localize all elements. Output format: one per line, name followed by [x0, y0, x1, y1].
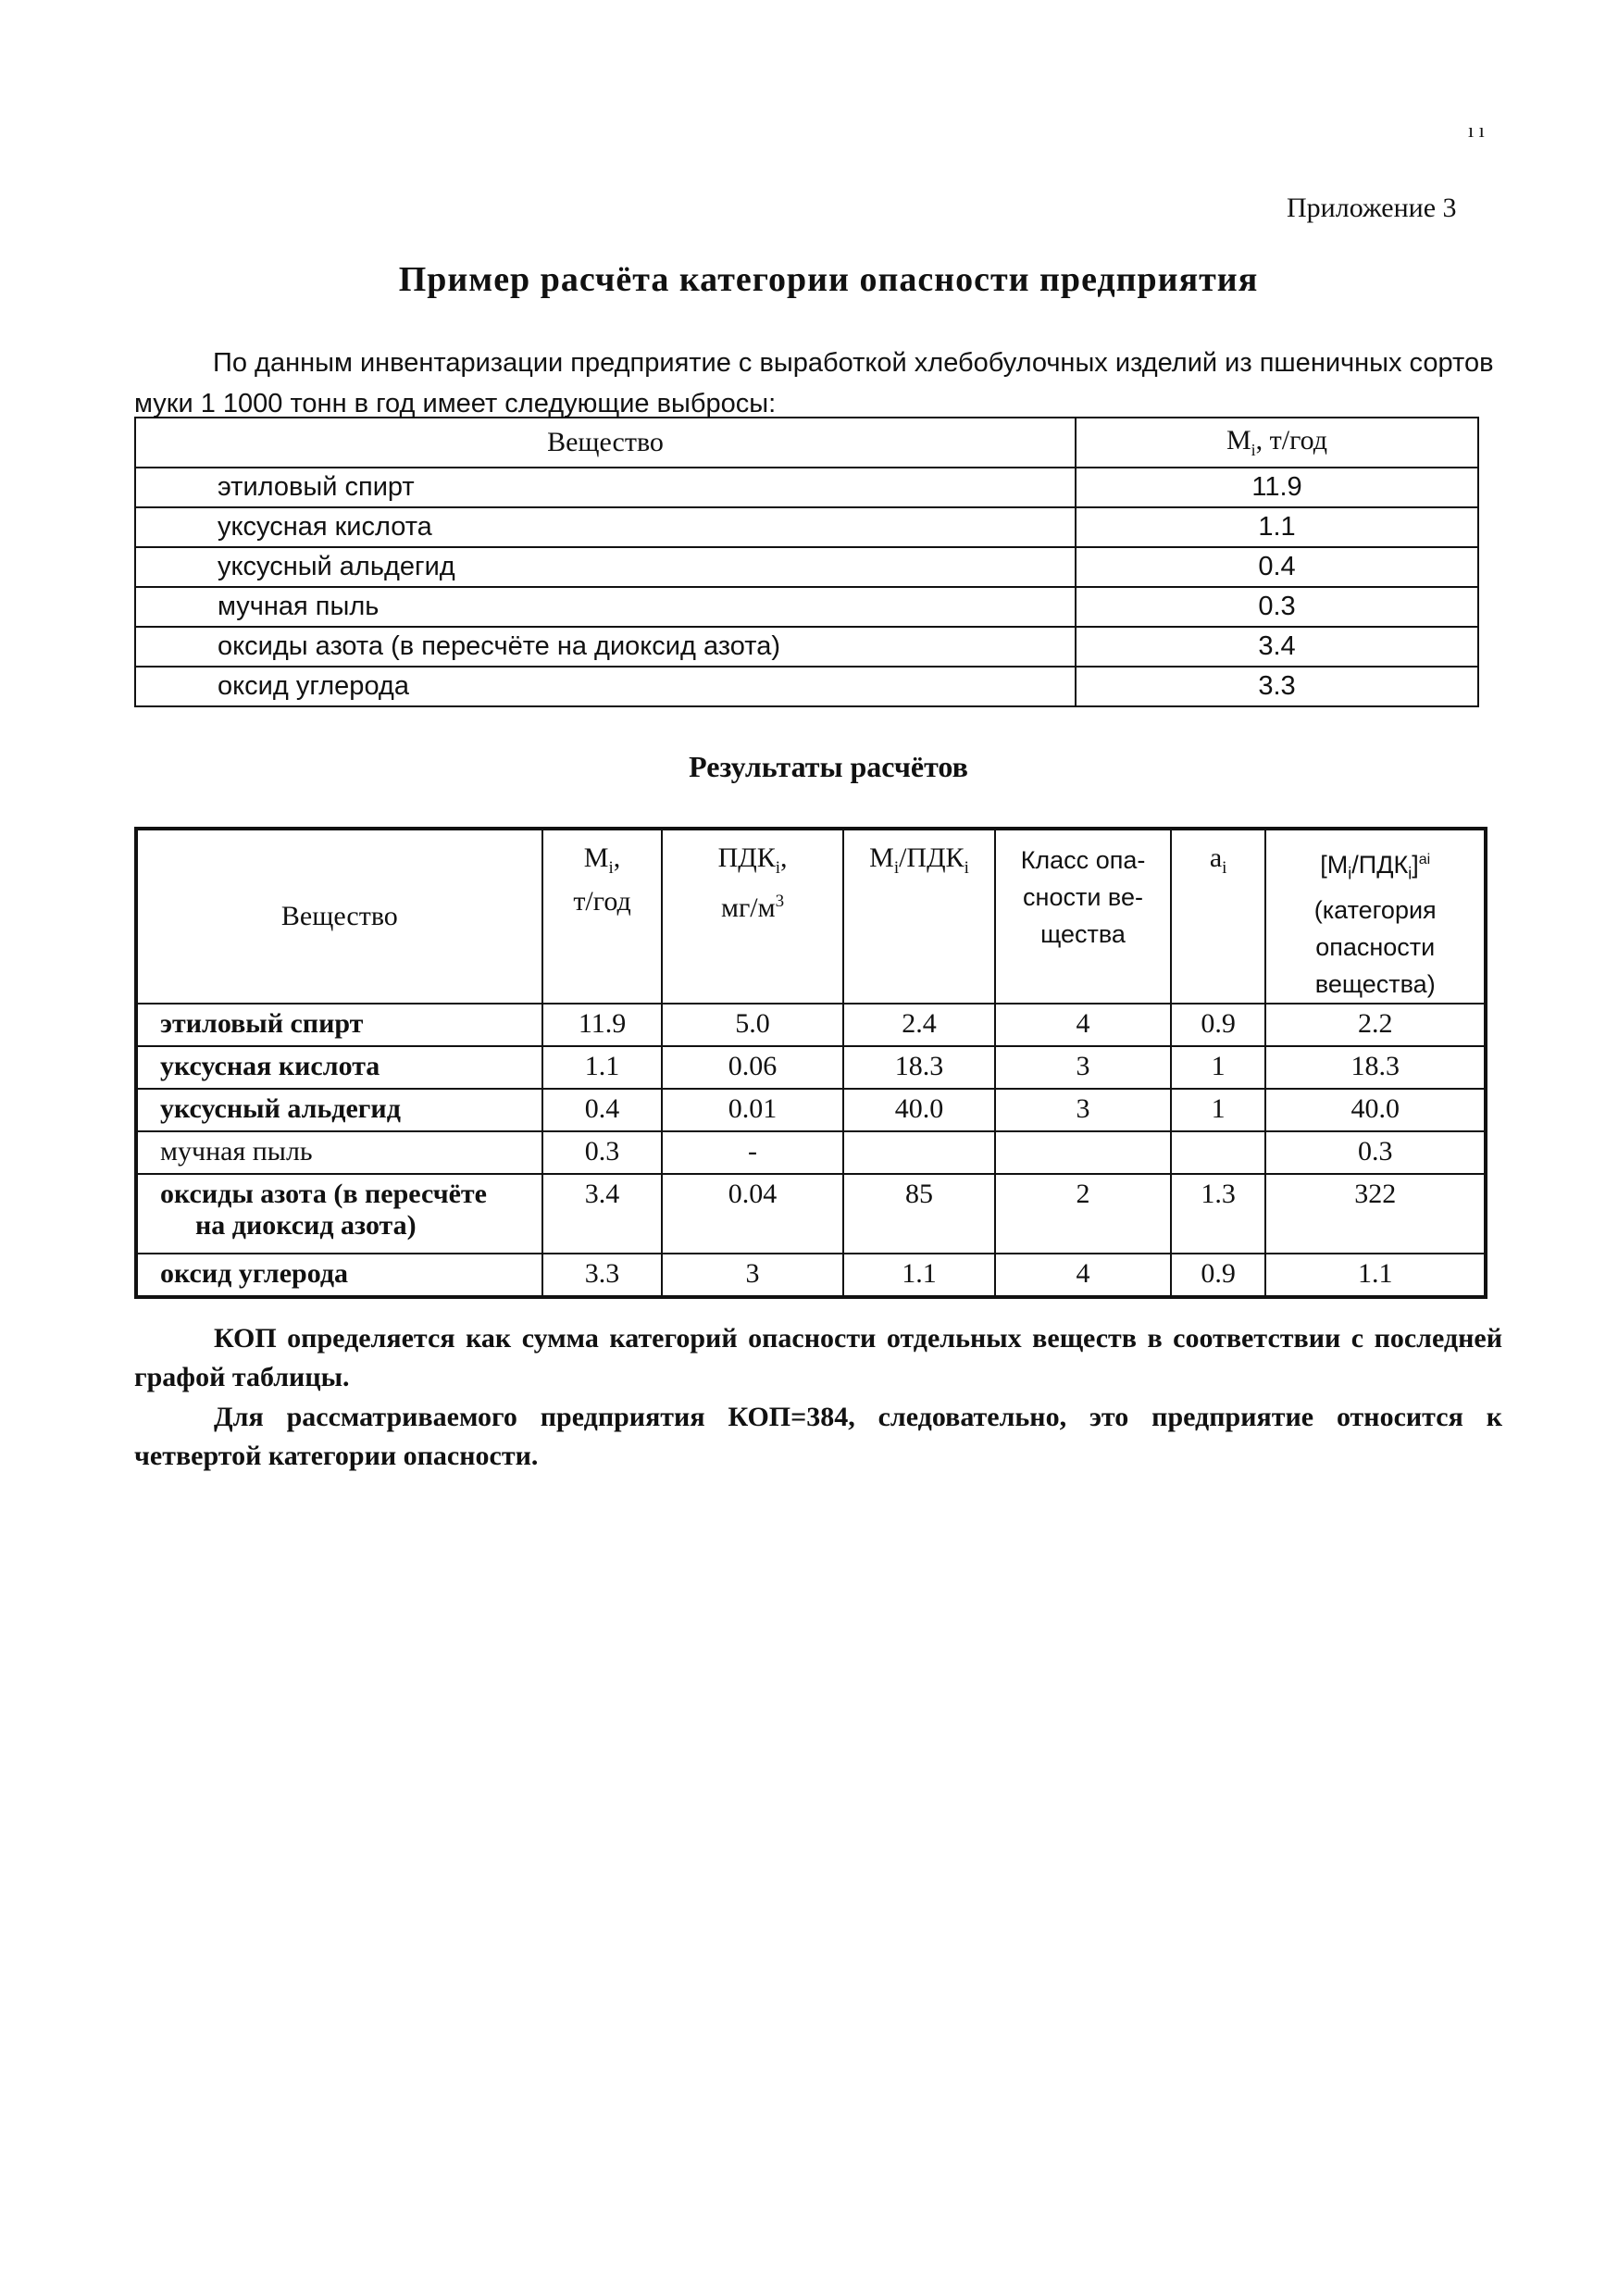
mass-value: 3.4	[542, 1174, 663, 1254]
pdk-value: 0.06	[662, 1046, 842, 1089]
table-row	[135, 468, 1478, 507]
conclusion-paragraph-2: Для рассматриваемого предприятия КОП=384, следовательно, это предприятие относится к четвертой категории опасности.	[134, 1402, 1502, 1471]
ratio-value: 1.1	[843, 1254, 996, 1297]
category-value: 322	[1265, 1174, 1486, 1254]
table-row	[135, 547, 1478, 587]
substance-name: этиловый спирт	[135, 468, 1076, 507]
a-value: 1	[1171, 1046, 1266, 1089]
substance-name: мучная пыль	[136, 1131, 542, 1174]
class-value: 4	[995, 1254, 1171, 1297]
pdk-value: 3	[662, 1254, 842, 1297]
mass-value: 0.3	[1076, 587, 1478, 627]
header-substance: Вещество	[135, 418, 1076, 468]
page-number: ı ı	[1468, 119, 1485, 142]
class-value: 3	[995, 1046, 1171, 1089]
table-row	[136, 1004, 1486, 1046]
substance-name: уксусный альдегид	[136, 1089, 542, 1131]
intro-paragraph: По данным инвентаризации предприятие с выработкой хлебобулочных изделий из пшеничных сортов муки 1 1000 тонн в год имеет следующие выбросы:	[134, 348, 1494, 418]
category-value: 0.3	[1265, 1131, 1486, 1174]
substance-name: оксид углерода	[136, 1254, 542, 1297]
class-value	[995, 1131, 1171, 1174]
table-row	[136, 1131, 1486, 1174]
pdk-value: 0.04	[662, 1174, 842, 1254]
table-row	[136, 1046, 1486, 1089]
table-row	[135, 667, 1478, 706]
results-table	[134, 827, 1487, 1299]
ratio-value: 40.0	[843, 1089, 996, 1131]
class-value: 4	[995, 1004, 1171, 1046]
header-category: $[M_i/ПДК_i]^{ai}$ (категория опасности вещества)	[1265, 829, 1486, 1004]
header-mass: $M_i$, т/год	[542, 829, 663, 1004]
table-row	[136, 1089, 1486, 1131]
mass-value: 3.3	[542, 1254, 663, 1297]
a-value: 0.9	[1171, 1254, 1266, 1297]
table-row	[135, 507, 1478, 547]
mass-value: 11.9	[542, 1004, 663, 1046]
a-value: 0.9	[1171, 1004, 1266, 1046]
header-hazard-class: Класс опа- сности ве- щества	[995, 829, 1171, 1004]
substance-name-line1: оксиды азота (в пересчёте	[160, 1179, 487, 1210]
mass-value: 11.9	[1076, 468, 1478, 507]
table-header-row	[136, 829, 1486, 1004]
category-value: 18.3	[1265, 1046, 1486, 1089]
table-header-row	[135, 418, 1478, 468]
header-a: $a_i$	[1171, 829, 1266, 1004]
pdk-value: -	[662, 1131, 842, 1174]
mass-value: 3.4	[1076, 627, 1478, 667]
category-value: 40.0	[1265, 1089, 1486, 1131]
mass-value: 0.3	[542, 1131, 663, 1174]
a-value: 1	[1171, 1089, 1266, 1131]
substance-name: уксусная кислота	[136, 1046, 542, 1089]
table-row	[135, 587, 1478, 627]
substance-name: этиловый спирт	[136, 1004, 542, 1046]
a-value	[1171, 1131, 1266, 1174]
table-row	[136, 1254, 1486, 1297]
ratio-value: 18.3	[843, 1046, 996, 1089]
header-substance: Вещество	[136, 829, 542, 1004]
substance-name: оксиды азота (в пересчёте на диоксид азота)	[135, 627, 1076, 667]
category-value: 2.2	[1265, 1004, 1486, 1046]
emissions-table	[134, 417, 1479, 707]
page-title: Пример расчёта категории опасности предприятия	[398, 260, 1259, 299]
results-title: Результаты расчётов	[689, 750, 968, 783]
conclusion-paragraph-1: КОП определяется как сумма категорий опасности отдельных веществ в соответствии с последней графой таблицы.	[134, 1323, 1502, 1392]
mass-value: 1.1	[1076, 507, 1478, 547]
ratio-value	[843, 1131, 996, 1174]
ratio-value: 2.4	[843, 1004, 996, 1046]
substance-name: оксид углерода	[135, 667, 1076, 706]
mass-value: 1.1	[542, 1046, 663, 1089]
substance-name-line2: на диоксид азота)	[195, 1210, 417, 1242]
a-value: 1.3	[1171, 1174, 1266, 1254]
mass-value: 0.4	[542, 1089, 663, 1131]
substance-name	[136, 1174, 542, 1254]
pdk-value: 5.0	[662, 1004, 842, 1046]
class-value: 3	[995, 1089, 1171, 1131]
mass-value: 0.4	[1076, 547, 1478, 587]
appendix-label: Приложение 3	[1287, 193, 1457, 223]
substance-name: уксусный альдегид	[135, 547, 1076, 587]
header-ratio: $M_i/ПДК_i$	[843, 829, 996, 1004]
pdk-value: 0.01	[662, 1089, 842, 1131]
category-value: 1.1	[1265, 1254, 1486, 1297]
mass-value: 3.3	[1076, 667, 1478, 706]
table-row	[135, 627, 1478, 667]
header-mass: $M_i$, т/год	[1076, 418, 1478, 468]
header-pdk: $ПДК_i$, $мг/м^3$	[662, 829, 842, 1004]
substance-name: уксусная кислота	[135, 507, 1076, 547]
substance-name: мучная пыль	[135, 587, 1076, 627]
ratio-value: 85	[843, 1174, 996, 1254]
class-value: 2	[995, 1174, 1171, 1254]
table-row	[136, 1174, 1486, 1254]
